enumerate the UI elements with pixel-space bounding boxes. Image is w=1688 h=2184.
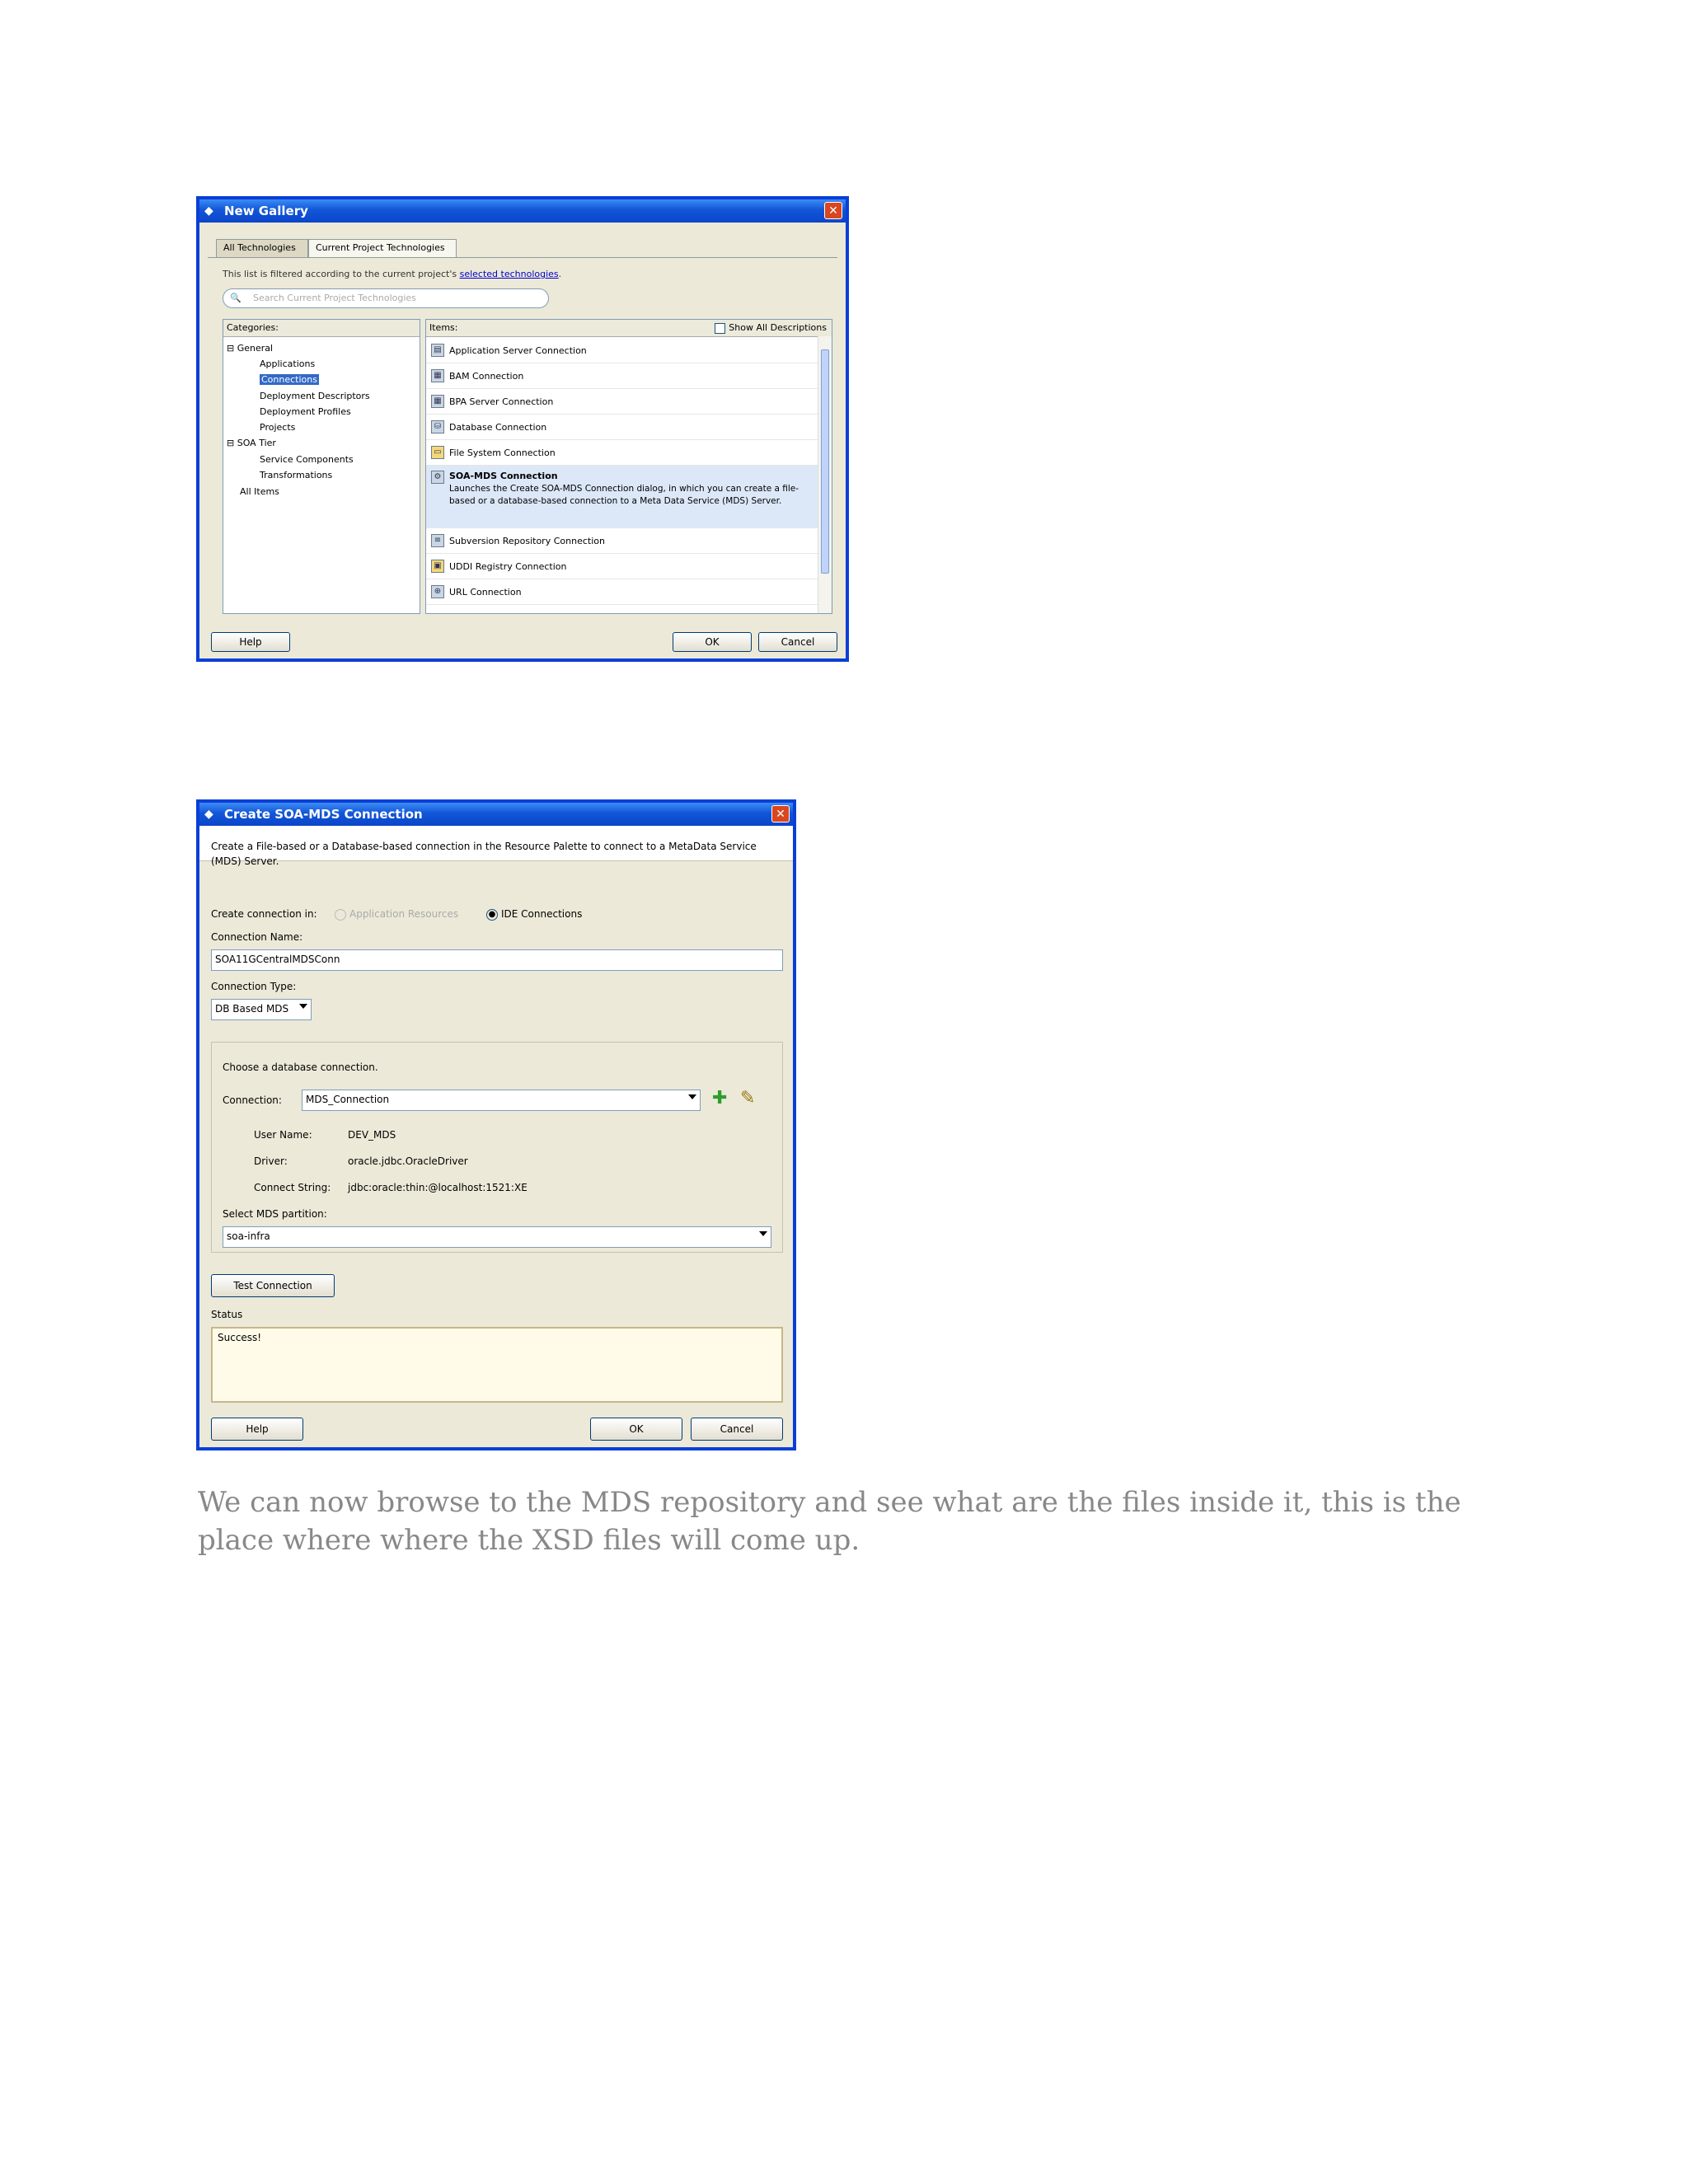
bpa-connection-icon: ▦ — [431, 395, 444, 408]
tree-item-connections[interactable]: Connections — [261, 374, 317, 385]
close-icon: ✕ — [776, 808, 785, 821]
status-value: Success! — [218, 1332, 262, 1343]
add-connection-button[interactable] — [712, 1088, 727, 1108]
tree-item-deployment-descriptors[interactable]: Deployment Descriptors — [260, 391, 370, 401]
option-ide-label: IDE Connections — [501, 908, 583, 920]
caption-text: We can now browse to the MDS repository and see what are the files inside it, this is the place where where the XSD files will come up. — [198, 1486, 1461, 1557]
subversion-connection-icon: ≡ — [431, 534, 444, 547]
help-button[interactable]: Help — [211, 632, 290, 652]
selected-item-text — [449, 471, 804, 508]
partition-label: Select MDS partition: — [223, 1208, 327, 1220]
close-button[interactable] — [771, 805, 790, 823]
tree-item-deployment-profiles[interactable]: Deployment Profiles — [260, 406, 351, 417]
show-all-checkbox[interactable] — [715, 323, 725, 334]
search-icon: 🔍 — [230, 293, 241, 303]
cancel-button[interactable]: Cancel — [691, 1418, 783, 1441]
driver-value: oracle.jdbc.OracleDriver — [348, 1155, 468, 1167]
items-header-label: Items: — [429, 322, 458, 333]
close-icon: ✕ — [828, 204, 838, 218]
list-item[interactable]: ▦ BAM Connection — [426, 363, 818, 389]
partition-select[interactable] — [223, 1226, 771, 1248]
server-connection-icon: ▤ — [431, 344, 444, 357]
create-in-label: Create connection in: — [211, 908, 317, 920]
tree-item-transformations[interactable]: Transformations — [260, 470, 333, 480]
edit-connection-button[interactable] — [740, 1088, 755, 1108]
connection-type-select[interactable] — [211, 999, 312, 1020]
url-connection-icon: ⊕ — [431, 585, 444, 598]
pencil-icon: ✎ — [740, 1088, 756, 1108]
tree-item-service-components[interactable]: Service Components — [260, 454, 354, 465]
connection-type-label: Connection Type: — [211, 981, 297, 992]
app-icon: ◆ — [204, 808, 213, 821]
connection-label: Connection: — [223, 1094, 282, 1106]
database-connection-icon: ⛁ — [431, 420, 444, 434]
selected-item-description: Launches the Create SOA-MDS Connection dialog, in which you can create a file-based or a database-based connection to a Meta Data Service (MDS) Server. — [449, 484, 799, 506]
close-button[interactable] — [824, 202, 842, 219]
bam-connection-icon: ▦ — [431, 369, 444, 382]
tree-item-all-items[interactable]: All Items — [240, 486, 279, 497]
categories-panel — [223, 319, 420, 614]
dialog-title: New Gallery — [224, 204, 308, 218]
soa-mds-connection-icon: ⚙ — [431, 471, 444, 484]
ok-button[interactable]: OK — [590, 1418, 682, 1441]
items-header — [426, 320, 832, 337]
chevron-down-icon — [299, 1004, 307, 1009]
radio-application-resources[interactable] — [335, 909, 346, 921]
show-all-label: Show All Descriptions — [729, 322, 827, 333]
status-box — [211, 1327, 783, 1403]
user-name-value: DEV_MDS — [348, 1129, 396, 1141]
new-gallery-titlebar[interactable] — [199, 199, 846, 223]
search-placeholder: Search Current Project Technologies — [253, 293, 416, 303]
list-item[interactable]: ▭ File System Connection — [426, 440, 818, 466]
tab-divider — [208, 257, 837, 258]
tree-item-projects[interactable]: Projects — [260, 422, 296, 433]
list-item[interactable]: ⛁ Database Connection — [426, 415, 818, 440]
connection-name-input[interactable]: SOA11GCentralMDSConn — [211, 949, 783, 971]
new-gallery-dialog — [196, 196, 849, 662]
option-ide-connections[interactable] — [486, 908, 582, 921]
create-mds-dialog — [196, 799, 796, 1451]
status-label: Status — [211, 1309, 243, 1320]
chevron-down-icon — [688, 1094, 696, 1099]
help-button[interactable]: Help — [211, 1418, 303, 1441]
plus-icon: ✚ — [712, 1088, 728, 1108]
chevron-down-icon — [759, 1231, 767, 1236]
items-scrollbar[interactable] — [818, 336, 832, 613]
connection-type-value: DB Based MDS — [215, 1003, 289, 1015]
list-item[interactable]: ▣ UDDI Registry Connection — [426, 554, 818, 579]
ok-button[interactable]: OK — [673, 632, 752, 652]
radio-ide-connections[interactable]: ● — [486, 909, 498, 921]
connect-string-label: Connect String: — [254, 1182, 331, 1193]
connect-string-value: jdbc:oracle:thin:@localhost:1521:XE — [348, 1182, 528, 1193]
categories-header: Categories: — [223, 320, 420, 337]
tab-current-project-technologies[interactable]: Current Project Technologies — [308, 239, 457, 257]
list-item[interactable]: ▤ Application Server Connection — [426, 338, 818, 363]
cancel-button[interactable]: Cancel — [758, 632, 837, 652]
list-item[interactable]: ≡ Subversion Repository Connection — [426, 528, 818, 554]
connection-value: MDS_Connection — [306, 1094, 390, 1105]
scrollbar-thumb[interactable] — [821, 349, 829, 574]
tree-item-soa-tier[interactable]: ⊟ SOA Tier — [227, 438, 276, 448]
filter-text — [223, 269, 561, 279]
file-system-connection-icon: ▭ — [431, 446, 444, 459]
connection-select[interactable] — [302, 1090, 701, 1111]
filter-text-suffix: . — [558, 269, 562, 279]
partition-value: soa-infra — [227, 1230, 270, 1242]
tab-all-technologies[interactable]: All Technologies — [216, 239, 308, 257]
app-icon: ◆ — [204, 204, 213, 218]
tree-item-general[interactable]: ⊟ General — [227, 343, 274, 354]
items-panel — [425, 319, 832, 614]
filter-text-prefix: This list is filtered according to the current project's — [223, 269, 457, 279]
create-mds-titlebar[interactable] — [199, 803, 793, 826]
connection-name-label: Connection Name: — [211, 931, 303, 943]
intro-text: Create a File-based or a Database-based connection in the Resource Palette to connect to a MetaData Service (MDS) Server. — [211, 841, 757, 867]
list-item[interactable]: ▦ BPA Server Connection — [426, 389, 818, 415]
selected-technologies-link[interactable]: selected technologies — [459, 269, 559, 279]
test-connection-button[interactable]: Test Connection — [211, 1274, 335, 1297]
list-item-selected[interactable] — [426, 466, 818, 528]
tree-item-applications[interactable]: Applications — [260, 359, 316, 369]
uddi-connection-icon: ▣ — [431, 560, 444, 573]
driver-label: Driver: — [254, 1155, 288, 1167]
list-item[interactable]: ⊕ URL Connection — [426, 579, 818, 605]
search-input[interactable] — [223, 288, 549, 308]
user-name-label: User Name: — [254, 1129, 312, 1141]
db-connection-group — [211, 1042, 783, 1253]
choose-db-label: Choose a database connection. — [223, 1062, 378, 1073]
selected-item-title: SOA-MDS Connection — [449, 471, 558, 481]
option-app-label: Application Resources — [349, 908, 459, 920]
show-all-descriptions[interactable] — [715, 320, 827, 336]
option-application-resources[interactable] — [335, 908, 458, 921]
dialog-title: Create SOA-MDS Connection — [224, 807, 423, 822]
